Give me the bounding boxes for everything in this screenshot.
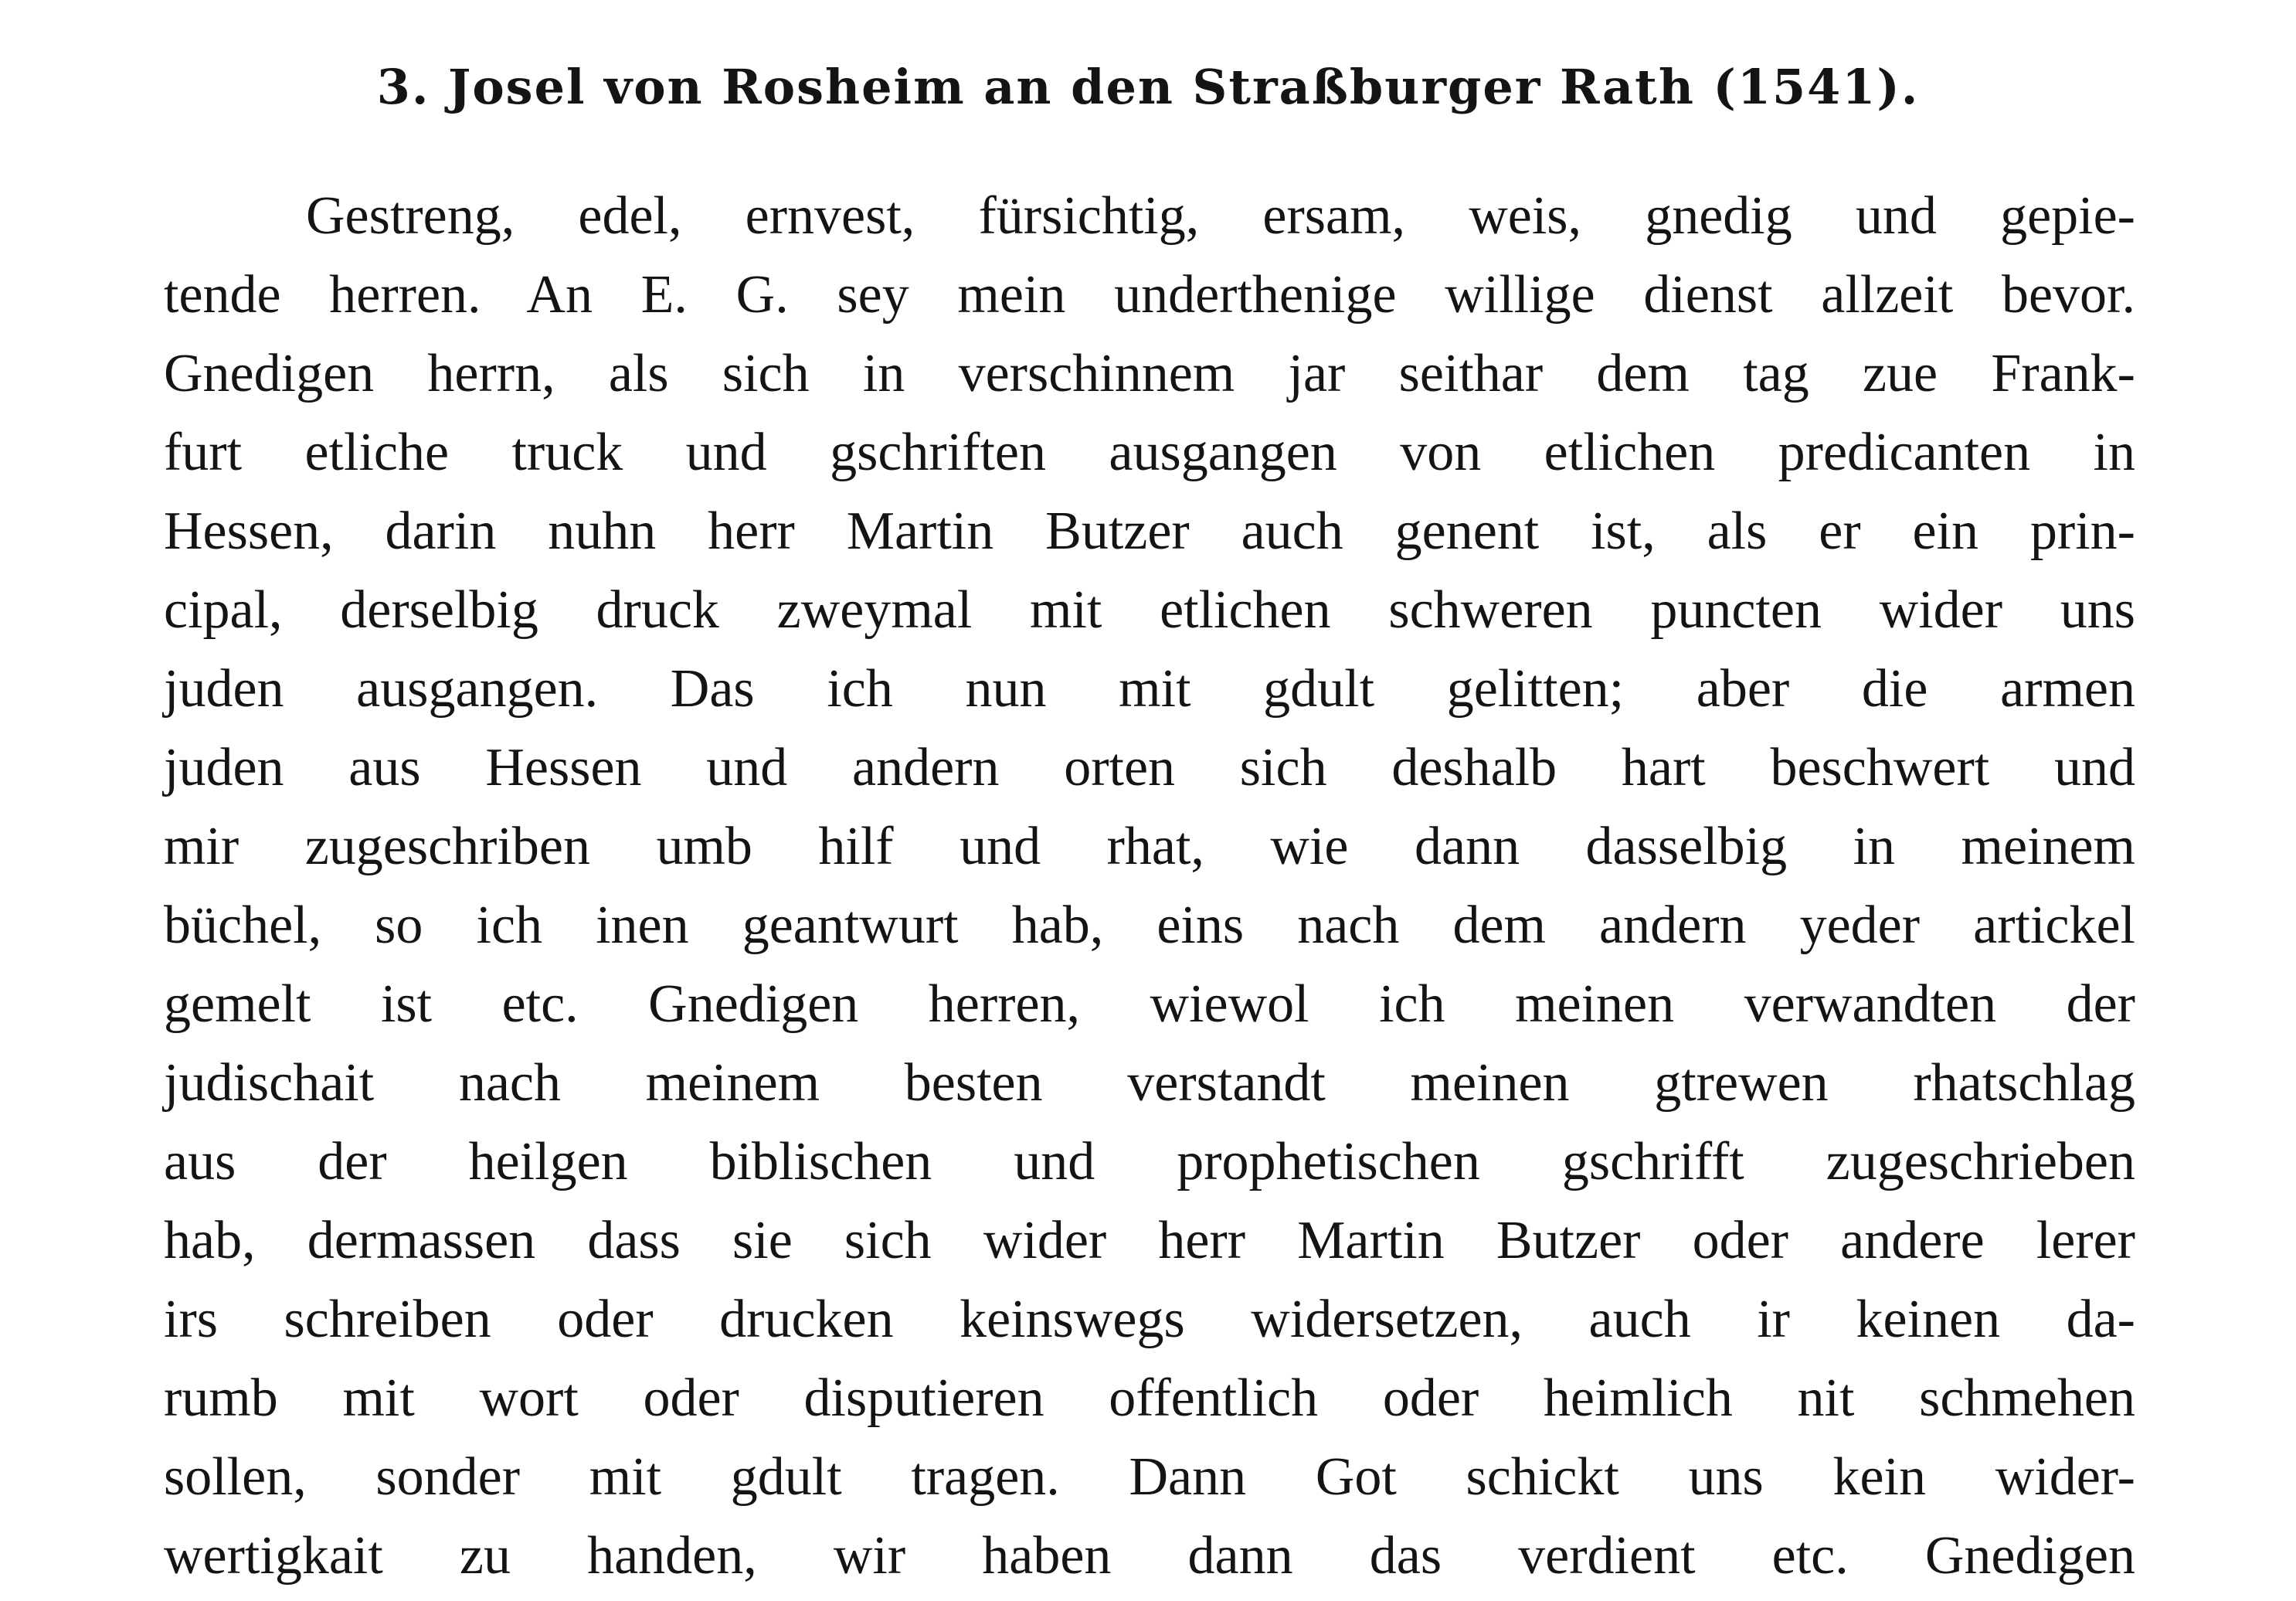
text-line-2: tende herren. An E. G. sey mein underthenige willige dienst allzeit bevor. bbox=[164, 265, 2135, 325]
text-line-5: Hessen, darin nuhn herr Martin Butzer auch genent ist, als er ein prin- bbox=[164, 501, 2135, 561]
text-line-10: büchel, so ich inen geantwurt hab, eins nach dem andern yeder artickel bbox=[164, 896, 2135, 955]
text-line-4: furt etliche truck und gschriften ausgangen von etlichen predicanten in bbox=[164, 423, 2135, 482]
text-line-17: sollen, sonder mit gdult tragen. Dann Got schickt uns kein wider- bbox=[164, 1447, 2135, 1507]
text-line-9: mir zugeschriben umb hilf und rhat, wie dann dasselbig in meinem bbox=[164, 817, 2135, 876]
text-line-1: Gestreng, edel, ernvest, fürsichtig, ersam, weis, gnedig und gepie- bbox=[306, 186, 2135, 246]
text-line-3: Gnedigen herrn, als sich in verschinnem jar seithar dem tag zue Frank- bbox=[164, 344, 2135, 403]
text-line-18: wertigkait zu handen, wir haben dann das verdient etc. Gnedigen bbox=[164, 1526, 2135, 1586]
text-line-8: juden aus Hessen und andern orten sich deshalb hart beschwert und bbox=[164, 738, 2135, 797]
document-heading: 3. Josel von Rosheim an den Straßburger Rath (1541). bbox=[376, 59, 1920, 115]
text-line-16: rumb mit wort oder disputieren offentlich oder heimlich nit schmehen bbox=[164, 1368, 2135, 1428]
text-line-7: juden ausgangen. Das ich nun mit gdult gelitten; aber die armen bbox=[164, 659, 2135, 719]
letter-body bbox=[164, 177, 2135, 1596]
text-line-14: hab, dermassen dass sie sich wider herr Martin Butzer oder andere lerer bbox=[164, 1211, 2135, 1270]
text-line-12: judischait nach meinem besten verstandt meinen gtrewen rhatschlag bbox=[164, 1053, 2135, 1113]
text-line-11: gemelt ist etc. Gnedigen herren, wiewol ich meinen verwandten der bbox=[164, 974, 2135, 1034]
text-line-13: aus der heilgen biblischen und prophetischen gschrifft zugeschrieben bbox=[164, 1132, 2135, 1191]
text-line-6: cipal, derselbig druck zweymal mit etlichen schweren puncten wider uns bbox=[164, 580, 2135, 640]
text-line-15: irs schreiben oder drucken keinswegs widersetzen, auch ir keinen da- bbox=[164, 1290, 2135, 1349]
